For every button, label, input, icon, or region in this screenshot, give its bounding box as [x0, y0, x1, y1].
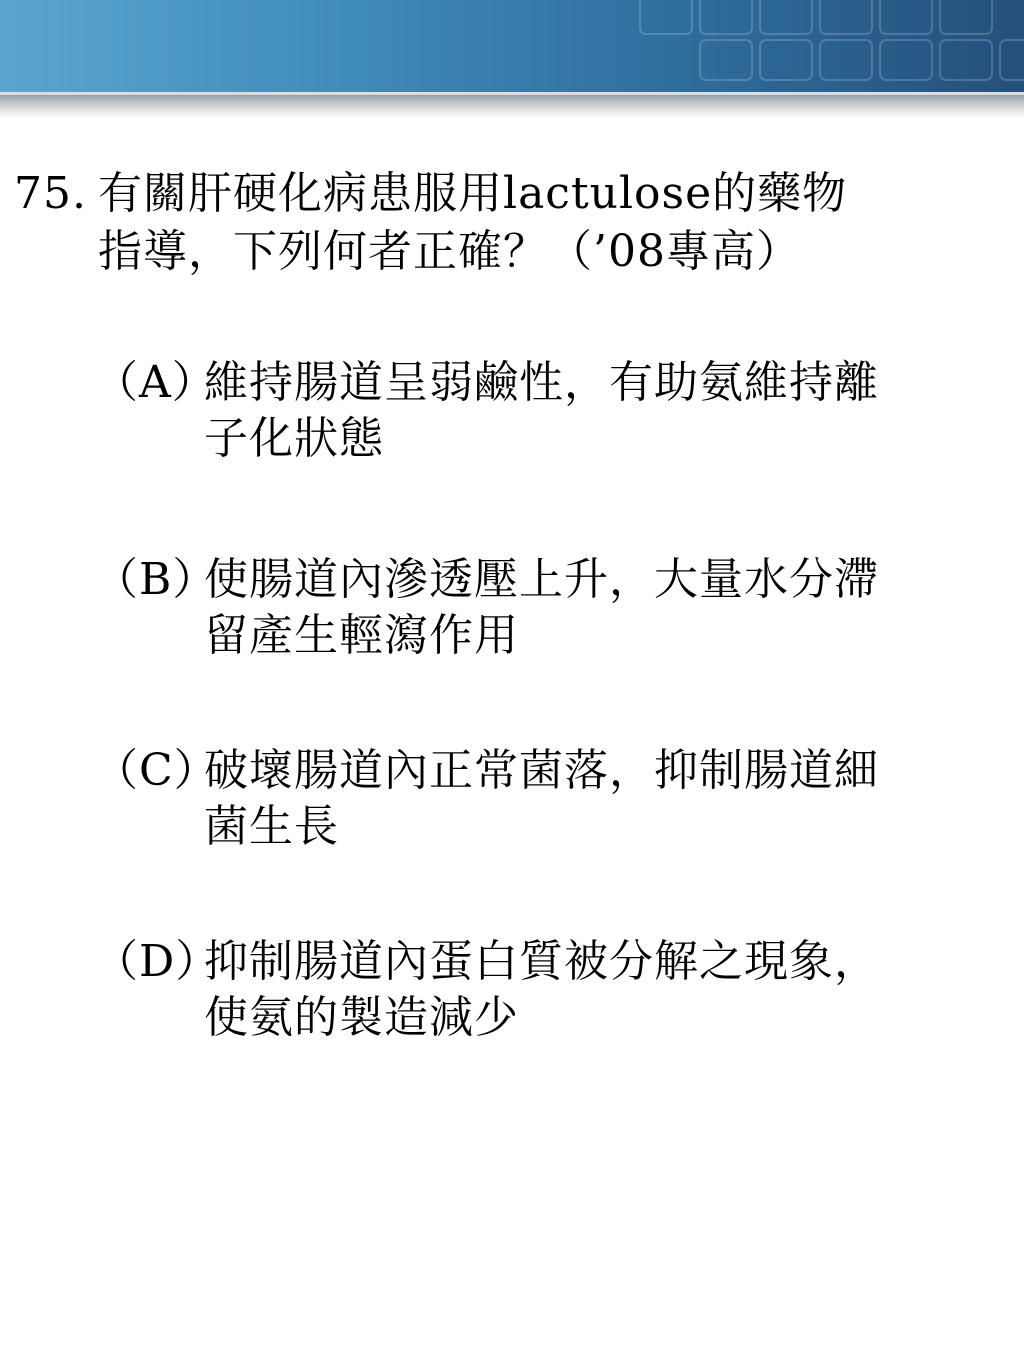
option-line: 使腸道內滲透壓上升，大量水分滯 — [204, 554, 879, 605]
option-text — [204, 552, 1004, 664]
option-line: 菌生長 — [204, 801, 339, 852]
question-line: 指導，下列何者正確？（’08專高） — [98, 226, 801, 277]
option-line: 破壞腸道內正常菌落，抑制腸道細 — [204, 745, 879, 796]
option-text — [204, 743, 1004, 855]
option-line: 抑制腸道內蛋白質被分解之現象， — [204, 936, 879, 987]
header-banner — [0, 0, 1024, 92]
option-text — [204, 934, 1004, 1046]
option-line: 使氨的製造減少 — [204, 992, 519, 1043]
question-number: 75. — [14, 168, 87, 219]
option-label: （D） — [94, 936, 221, 987]
option-line: 維持腸道呈弱鹼性，有助氨維持離 — [204, 357, 879, 408]
option-label: （A） — [94, 357, 217, 408]
header-shadow — [0, 92, 1024, 118]
header-pattern — [0, 0, 1024, 92]
option-text — [204, 355, 1004, 467]
option-line: 留產生輕瀉作用 — [204, 610, 519, 661]
option-line: 子化狀態 — [204, 413, 384, 464]
question-line: 有關肝硬化病患服用lactulose的藥物 — [98, 168, 848, 219]
option-label: （B） — [94, 554, 218, 605]
header-divider — [0, 92, 1024, 95]
option-label: （C） — [94, 745, 219, 796]
question-text — [98, 165, 998, 281]
